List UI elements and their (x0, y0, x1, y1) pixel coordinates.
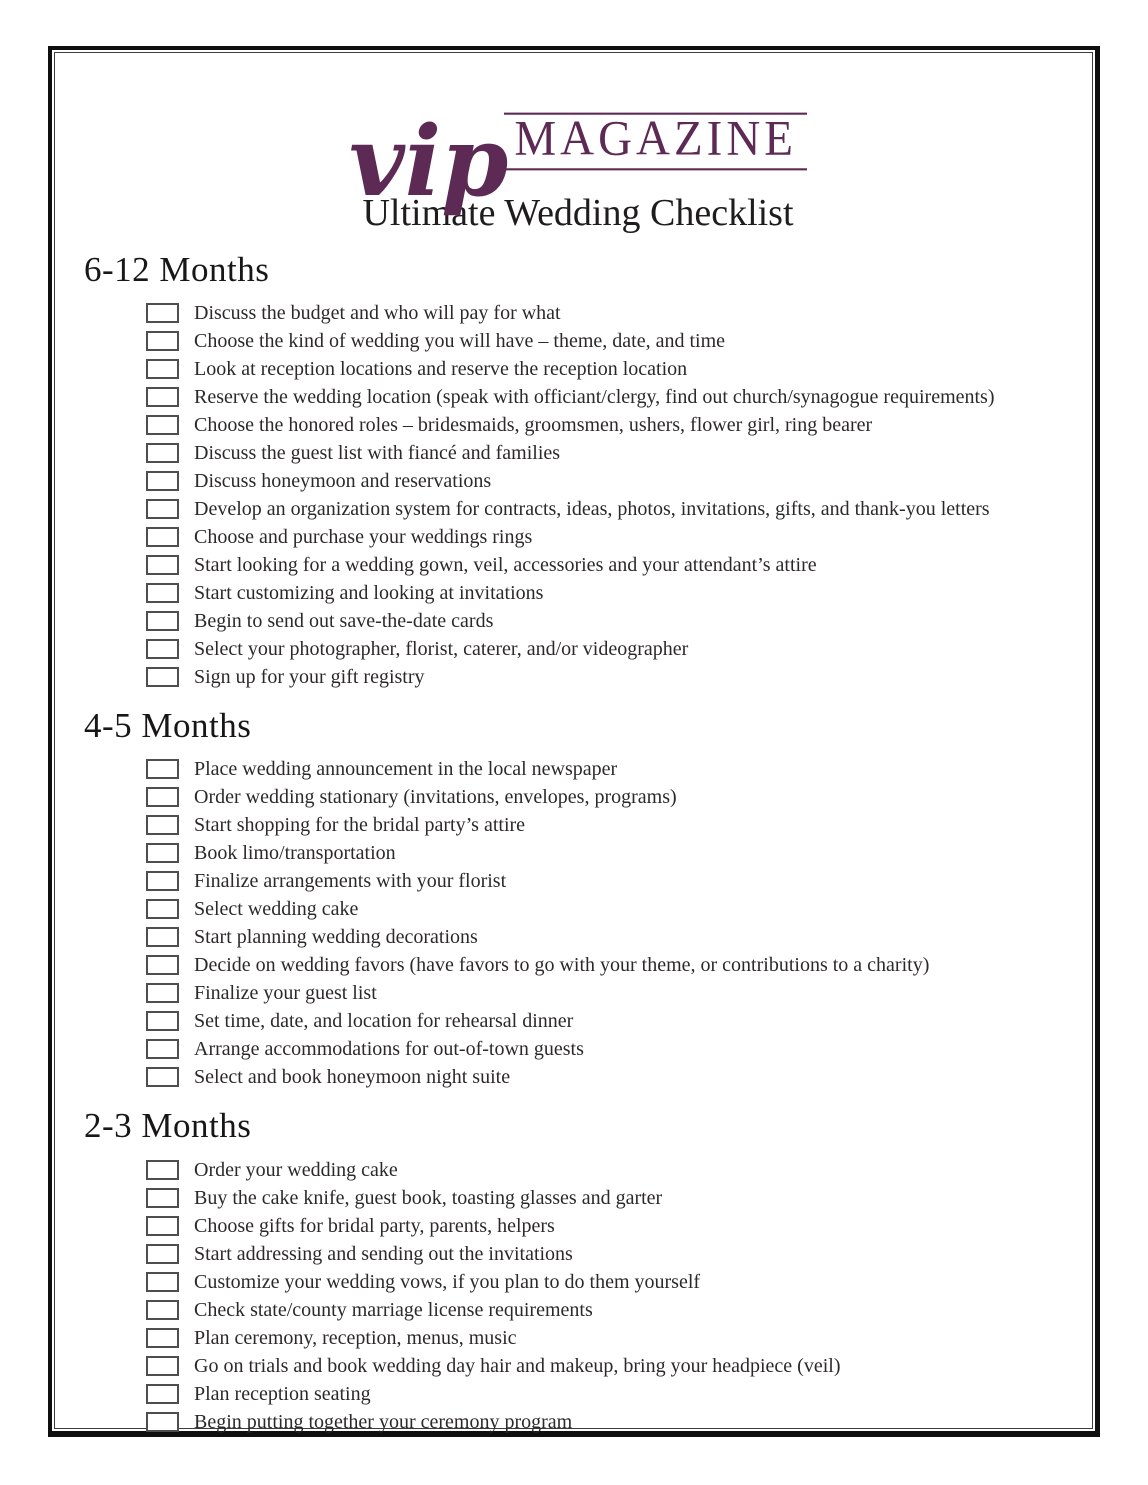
checkbox[interactable] (146, 983, 179, 1003)
checkbox[interactable] (146, 1067, 179, 1087)
checklist-item-label: Look at reception locations and reserve the reception location (194, 358, 688, 381)
checklist-item-label: Select your photographer, florist, caterer, and/or videographer (194, 638, 689, 661)
checklist-item (146, 1184, 1072, 1212)
checklist-item (146, 495, 1072, 523)
checkbox[interactable] (146, 611, 179, 631)
checklist-item (146, 411, 1072, 439)
checkbox[interactable] (146, 1188, 179, 1208)
checkbox[interactable] (146, 759, 179, 779)
checklist-item (146, 1007, 1072, 1035)
checklist-item-label: Discuss the guest list with fiancé and families (194, 442, 561, 465)
checklist-item (146, 923, 1072, 951)
checkbox[interactable] (146, 1412, 179, 1432)
checkbox[interactable] (146, 927, 179, 947)
checklist-item-label: Start addressing and sending out the invitations (194, 1242, 573, 1265)
checklist-item-label: Place wedding announcement in the local newspaper (194, 758, 618, 781)
checklist-item (146, 635, 1072, 663)
checklist-item (146, 1268, 1072, 1296)
checklist-item-label: Finalize your guest list (194, 982, 377, 1005)
checkbox[interactable] (146, 415, 179, 435)
checklist-item (146, 1063, 1072, 1091)
checklist-item-label: Book limo/transportation (194, 842, 396, 865)
checklist-item (146, 895, 1072, 923)
checkbox[interactable] (146, 1356, 179, 1376)
logo-script-vip: vip (348, 105, 509, 219)
checkbox[interactable] (146, 527, 179, 547)
checklist-item-label: Buy the cake knife, guest book, toasting glasses and garter (194, 1186, 663, 1209)
checklist-item-label: Order your wedding cake (194, 1158, 398, 1181)
checkbox[interactable] (146, 1244, 179, 1264)
checklist-item (146, 1408, 1072, 1436)
section-items (84, 755, 1072, 1091)
checklist-item (146, 579, 1072, 607)
checklist-item-label: Choose the kind of wedding you will have – theme, date, and time (194, 330, 725, 353)
checklist-item (146, 951, 1072, 979)
checklist-item (146, 1296, 1072, 1324)
checklist-item-label: Customize your wedding vows, if you plan to do them yourself (194, 1270, 701, 1293)
checklist-item (146, 1156, 1072, 1184)
checkbox[interactable] (146, 1216, 179, 1236)
checklist-item (146, 607, 1072, 635)
checklist-item (146, 663, 1072, 691)
checklist-item-label: Begin to send out save-the-date cards (194, 610, 494, 633)
checkbox[interactable] (146, 359, 179, 379)
checklist-item-label: Plan reception seating (194, 1382, 371, 1405)
section-heading: 2-3 Months (84, 1106, 252, 1146)
logo-word-magazine: MAGAZINE (504, 113, 807, 171)
checklist-item-label: Arrange accommodations for out-of-town guests (194, 1038, 584, 1061)
page-border-frame (48, 46, 1100, 1437)
checkbox[interactable] (146, 815, 179, 835)
checkbox[interactable] (146, 1011, 179, 1031)
checklist-item (146, 439, 1072, 467)
checklist-item (146, 551, 1072, 579)
checkbox[interactable] (146, 303, 179, 323)
section-items (84, 299, 1072, 691)
page-title: Ultimate Wedding Checklist (362, 192, 794, 234)
checklist-item-label: Select wedding cake (194, 898, 359, 921)
checkbox[interactable] (146, 1039, 179, 1059)
checklist-item-label: Plan ceremony, reception, menus, music (194, 1326, 517, 1349)
section-heading: 6-12 Months (84, 249, 270, 289)
checklist-item (146, 839, 1072, 867)
checklist-item-label: Go on trials and book wedding day hair and makeup, bring your headpiece (veil) (194, 1354, 841, 1377)
checklist-item-label: Start customizing and looking at invitations (194, 582, 544, 605)
checklist-item (146, 1035, 1072, 1063)
checkbox[interactable] (146, 1384, 179, 1404)
checklist-item (146, 1240, 1072, 1268)
checklist-item-label: Start looking for a wedding gown, veil, accessories and your attendant’s attire (194, 554, 817, 577)
checkbox[interactable] (146, 499, 179, 519)
checkbox[interactable] (146, 1328, 179, 1348)
checkbox[interactable] (146, 443, 179, 463)
checklist-item-label: Start shopping for the bridal party’s attire (194, 814, 526, 837)
checklist-item (146, 1212, 1072, 1240)
checklist-item-label: Sign up for your gift registry (194, 666, 425, 689)
checklist-item-label: Order wedding stationary (invitations, envelopes, programs) (194, 786, 677, 809)
checklist-section (84, 250, 1072, 691)
checkbox[interactable] (146, 639, 179, 659)
checkbox[interactable] (146, 471, 179, 491)
checklist-item-label: Discuss the budget and who will pay for what (194, 302, 561, 325)
checklist-section (84, 1106, 1072, 1435)
checkbox[interactable] (146, 871, 179, 891)
checkbox[interactable] (146, 583, 179, 603)
checkbox[interactable] (146, 787, 179, 807)
checklist-item (146, 355, 1072, 383)
checklist-item (146, 1352, 1072, 1380)
checklist-sections (84, 250, 1072, 1436)
checkbox[interactable] (146, 1160, 179, 1180)
checklist-item-label: Check state/county marriage license requirements (194, 1298, 593, 1321)
checklist-item-label: Choose gifts for bridal party, parents, helpers (194, 1214, 555, 1237)
checkbox[interactable] (146, 555, 179, 575)
checklist-item-label: Develop an organization system for contracts, ideas, photos, invitations, gifts, and thank-you letters (194, 498, 990, 521)
checklist-item (146, 867, 1072, 895)
checklist-item (146, 467, 1072, 495)
checklist-item (146, 811, 1072, 839)
checklist-item-label: Choose and purchase your weddings rings (194, 526, 533, 549)
checkbox[interactable] (146, 1300, 179, 1320)
checklist-section (84, 706, 1072, 1091)
checklist-item (146, 1380, 1072, 1408)
section-items (84, 1156, 1072, 1436)
checklist-item-label: Choose the honored roles – bridesmaids, groomsmen, ushers, flower girl, ring bearer (194, 414, 873, 437)
checkbox[interactable] (146, 955, 179, 975)
checkbox[interactable] (146, 899, 179, 919)
checklist-item-label: Begin putting together your ceremony program (194, 1410, 573, 1433)
checklist-item (146, 755, 1072, 783)
checkbox[interactable] (146, 1272, 179, 1292)
checklist-item (146, 327, 1072, 355)
page-border-frame-inner (54, 52, 1093, 1433)
checklist-item (146, 1324, 1072, 1352)
checklist-item-label: Reserve the wedding location (speak with officiant/clergy, find out church/synagogue requirements) (194, 386, 995, 409)
checklist-item-label: Select and book honeymoon night suite (194, 1066, 511, 1089)
checklist-item-label: Start planning wedding decorations (194, 926, 478, 949)
checkbox[interactable] (146, 667, 179, 687)
checkbox[interactable] (146, 331, 179, 351)
section-heading: 4-5 Months (84, 706, 252, 746)
checklist-item (146, 979, 1072, 1007)
checklist-item (146, 383, 1072, 411)
checkbox[interactable] (146, 843, 179, 863)
checkbox[interactable] (146, 387, 179, 407)
checklist-item-label: Discuss honeymoon and reservations (194, 470, 492, 493)
checklist-item-label: Set time, date, and location for rehearsal dinner (194, 1010, 574, 1033)
checklist-item-label: Decide on wedding favors (have favors to go with your theme, or contributions to a charity) (194, 954, 930, 977)
checklist-item (146, 299, 1072, 327)
checklist-item (146, 523, 1072, 551)
checklist-item-label: Finalize arrangements with your florist (194, 870, 507, 893)
checklist-item (146, 783, 1072, 811)
